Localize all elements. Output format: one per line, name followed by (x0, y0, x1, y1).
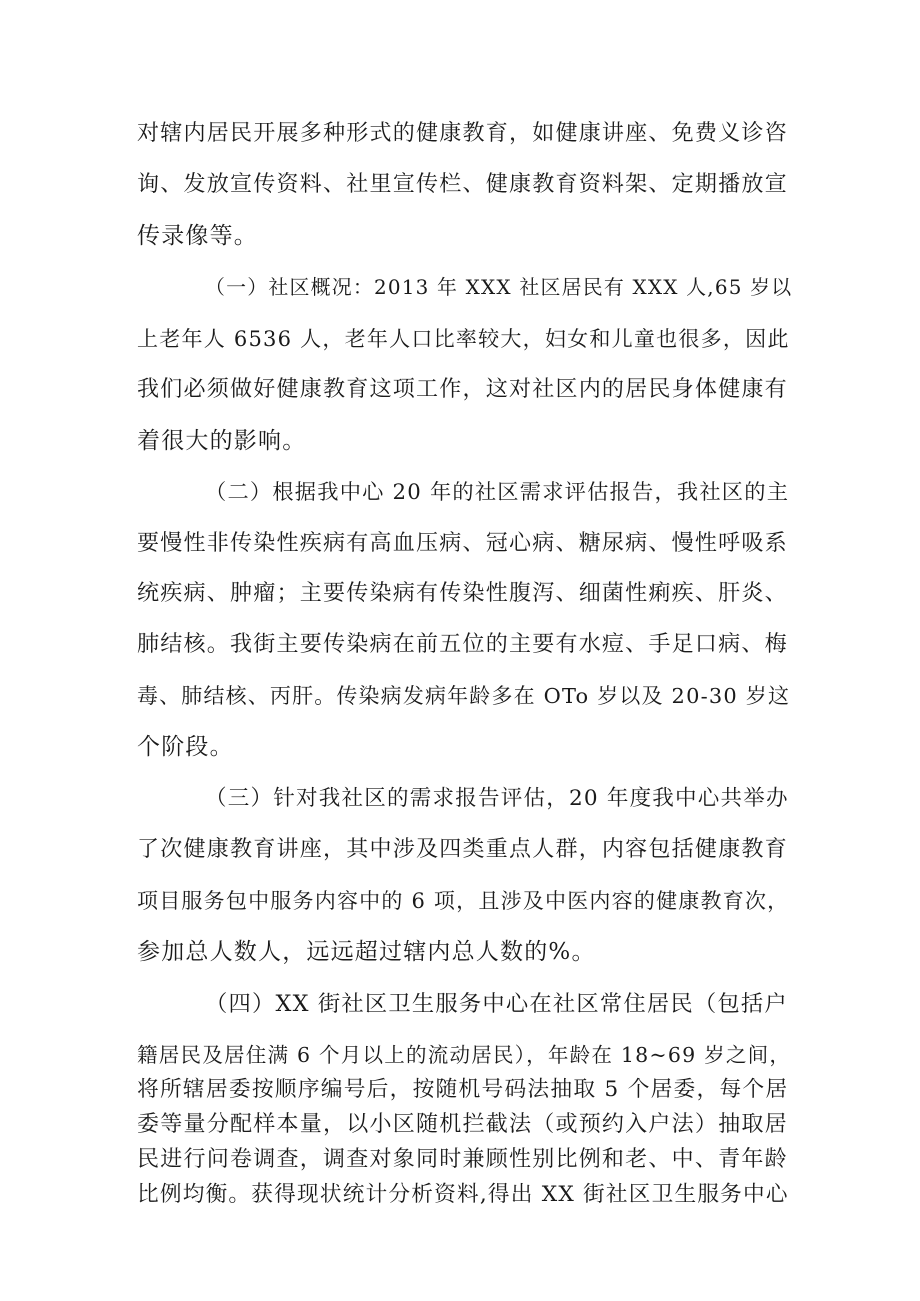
text-line: 将所辖居委按顺序编号后，按随机号码法抽取 5 个居委，每个居 (137, 1077, 789, 1102)
text-line: 上老年人 6536 人，老年人口比率较大，妇女和儿童也很多，因此 (137, 326, 790, 351)
text-line: 对辖内居民开展多种形式的健康教育，如健康讲座、免费义诊咨 (137, 121, 788, 146)
text-line: 毒、肺结核、丙肝。传染病发病年龄多在 OTo 岁以及 20-30 岁这 (137, 684, 791, 708)
paragraph-1-first-line: （一）社区概况：2013 年 XXX 社区居民有 XXX 人,65 岁以 (205, 276, 793, 299)
text-line: 了次健康教育讲座，其中涉及四类重点人群，内容包括健康教育 (137, 837, 788, 862)
text-line: 统疾病、肿瘤；主要传染病有传染性腹泻、细菌性痢疾、肝炎、 (137, 581, 788, 606)
text-line: 着很大的影响。 (137, 428, 307, 454)
text-line: 籍居民及居住满 6 个月以上的流动居民），年龄在 18~69 岁之间， (137, 1043, 792, 1067)
text-line: 参加总人数人，远远超过辖内总人数的%。 (137, 939, 596, 965)
text-line: 项目服务包中服务内容中的 6 项，且涉及中医内容的健康教育次， (137, 888, 790, 913)
text-line: 传录像等。 (137, 223, 258, 249)
text-line: 询、发放宣传资料、社里宣传栏、健康教育资料架、定期播放宣 (137, 172, 788, 197)
paragraph-2-first-line: （二）根据我中心 20 年的社区需求评估报告，我社区的主 (205, 480, 790, 505)
text-line: 民进行问卷调查，调查对象同时兼顾性别比例和老、中、青年龄 (137, 1147, 788, 1172)
text-line: 要慢性非传染性疾病有高血压病、冠心病、糖尿病、慢性呼吸系 (137, 531, 788, 556)
text-line: 委等量分配样本量，以小区随机拦截法（或预约入户法）抽取居 (137, 1112, 788, 1137)
text-line: 我们必须做好健康教育这项工作，这对社区内的居民身体健康有 (137, 377, 788, 402)
text-line: 个阶段。 (137, 734, 234, 760)
text-line: 肺结核。我街主要传染病在前五位的主要有水痘、手足口病、梅 (137, 632, 788, 657)
paragraph-3-first-line: （三）针对我社区的需求报告评估，20 年度我中心共举办 (205, 786, 789, 811)
text-line: 比例均衡。获得现状统计分析资料,得出 XX 街社区卫生服务中心 (137, 1182, 789, 1207)
paragraph-4-first-line: （四）XX 街社区卫生服务中心在社区常住居民（包括户 (205, 991, 788, 1017)
